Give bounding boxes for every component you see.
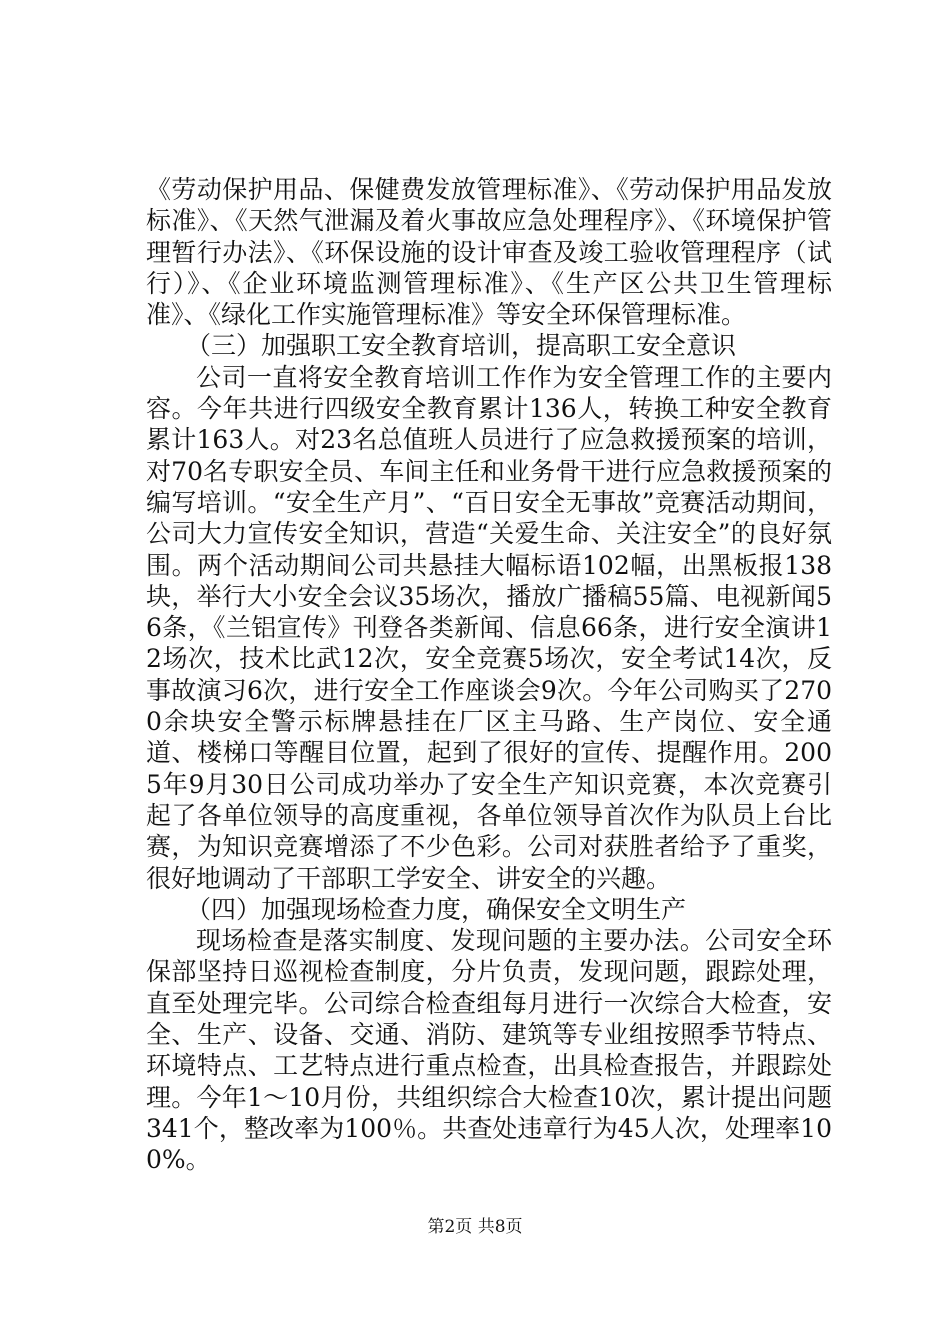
section-heading-four: （四）加强现场检查力度，确保安全文明生产	[186, 894, 687, 924]
document-body	[146, 174, 832, 1176]
paragraph-safety-training: 公司一直将安全教育培训工作作为安全管理工作的主要内容。今年共进行四级安全教育累计136人，转换工种安全教育累计163人。对23名总值班人员进行了应急救援预案的培训，对70名专职安全员、车间主任和业务骨干进行应急救援预案的编写培训。“安全生产月”、“百日安全无事故”竞赛活动期间，公司大力宣传安全知识，营造“关爱生命、关注安全”的良好氛围。两个活动期间公司共悬挂大幅标语102幅，出黑板报138块，举行大小安全会议35场次，播放广播稿55篇、电视新闻56条，《兰铝宣传》刊登各类新闻、信息66条，进行安全演讲12场次，技术比武12次，安全竞赛5场次，安全考试14次，反事故演习6次，进行安全工作座谈会9次。今年公司购买了2700余块安全警示标牌悬挂在厂区主马路、生产岗位、安全通道、楼梯口等醒目位置，起到了很好的宣传、提醒作用。2005年9月30日公司成功举办了安全生产知识竞赛，本次竞赛引起了各单位领导的高度重视，各单位领导首次作为队员上台比赛，为知识竞赛增添了不少色彩。公司对获胜者给予了重奖，很好地调动了干部职工学安全、讲安全的兴趣。	[146, 362, 832, 893]
page-footer: 第2页 共8页	[427, 1217, 523, 1237]
paragraph-standards-list: 《劳动保护用品、保健费发放管理标准》、《劳动保护用品发放标准》、《天然气泄漏及着火事故应急处理程序》、《环境保护管理暂行办法》、《环保设施的设计审查及竣工验收管理程序（试行）》、《企业环境监测管理标准》、《生产区公共卫生管理标准》、《绿化工作实施管理标准》等安全环保管理标准。	[146, 175, 832, 330]
paragraph-site-inspection: 现场检查是落实制度、发现问题的主要办法。公司安全环保部坚持日巡视检查制度，分片负责，发现问题，跟踪处理，直至处理完毕。公司综合检查组每月进行一次综合大检查，安全、生产、设备、交通、消防、建筑等专业组按照季节特点、环境特点、工艺特点进行重点检查，出具检查报告，并跟踪处理。今年1～10月份，共组织综合大检查10次，累计提出问题341个，整改率为100％。共查处违章行为45人次，处理率100%。	[146, 926, 832, 1175]
section-heading-three: （三）加强职工安全教育培训，提高职工安全意识	[186, 331, 737, 361]
